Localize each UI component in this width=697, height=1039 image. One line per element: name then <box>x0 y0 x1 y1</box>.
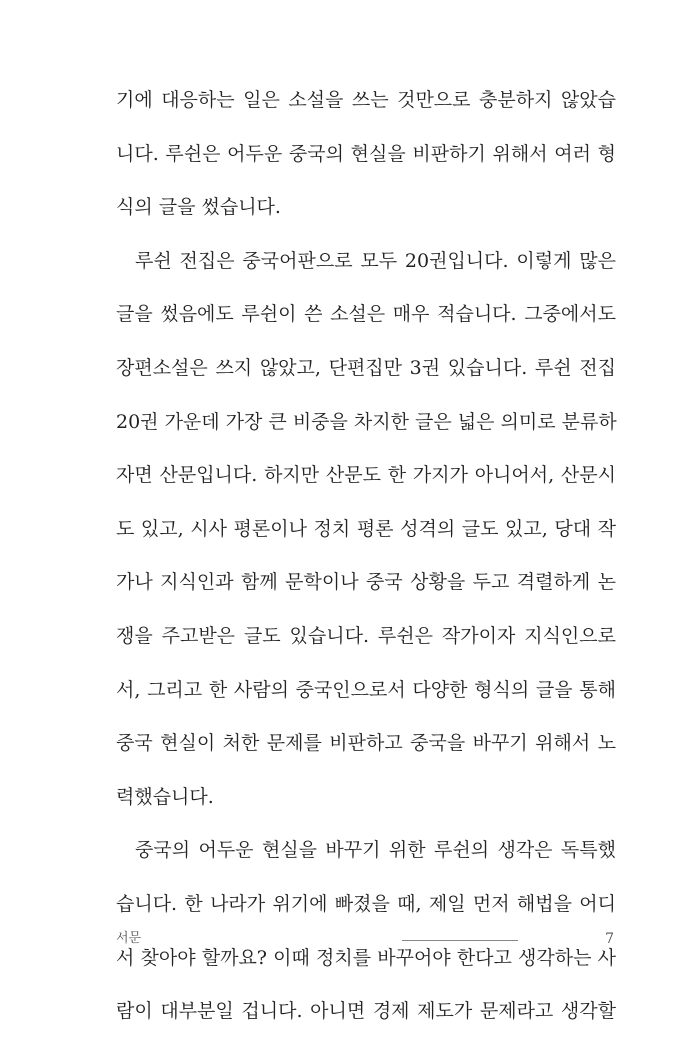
text-line: 습니다. 한 나라가 위기에 빠졌을 때, 제일 먼저 해법을 어디 <box>116 892 616 915</box>
page-footer <box>116 928 616 950</box>
text-line: 가나 지식인과 함께 문학이나 중국 상황을 두고 격렬하게 논 <box>116 571 616 594</box>
text-line: 장편소설은 쓰지 않았고, 단편집만 3권 있습니다. 루쉰 전집 <box>116 356 616 379</box>
running-footer-title: 서문 <box>116 931 142 946</box>
body-text <box>116 74 616 1039</box>
footer-divider <box>402 940 518 941</box>
text-line: 루쉰 전집은 중국어판으로 모두 20권입니다. 이렇게 많은 <box>135 249 616 272</box>
text-line: 람이 대부분일 겁니다. 아니면 경제 제도가 문제라고 생각할 <box>116 1000 616 1023</box>
text-line: 식의 글을 썼습니다. <box>116 196 281 219</box>
text-line: 기에 대응하는 일은 소설을 쓰는 것만으로 충분하지 않았습 <box>116 89 616 111</box>
text-line: 20권 가운데 가장 큰 비중을 차지한 글은 넓은 의미로 분류하 <box>116 410 617 433</box>
text-line: 중국의 어두운 현실을 바꾸기 위한 루쉰의 생각은 독특했 <box>135 839 616 862</box>
text-line: 서, 그리고 한 사람의 중국인으로서 다양한 형식의 글을 통해 <box>116 678 616 701</box>
text-line: 도 있고, 시사 평론이나 정치 평론 성격의 글도 있고, 당대 작 <box>116 517 616 540</box>
text-line: 니다. 루쉰은 어두운 중국의 현실을 비판하기 위해서 여러 형 <box>116 142 616 165</box>
text-line: 자면 산문입니다. 하지만 산문도 한 가지가 아니어서, 산문시 <box>116 464 616 487</box>
text-line: 글을 썼음에도 루쉰이 쓴 소설은 매우 적습니다. 그중에서도 <box>116 303 616 326</box>
page-number: 7 <box>605 931 614 947</box>
text-line: 력했습니다. <box>116 785 214 808</box>
text-line: 쟁을 주고받은 글도 있습니다. 루쉰은 작가이자 지식인으로 <box>116 624 616 647</box>
text-line: 서 찾아야 할까요? 이때 정치를 바꾸어야 한다고 생각하는 사 <box>116 946 616 969</box>
text-line: 중국 현실이 처한 문제를 비판하고 중국을 바꾸기 위해서 노 <box>116 732 616 755</box>
